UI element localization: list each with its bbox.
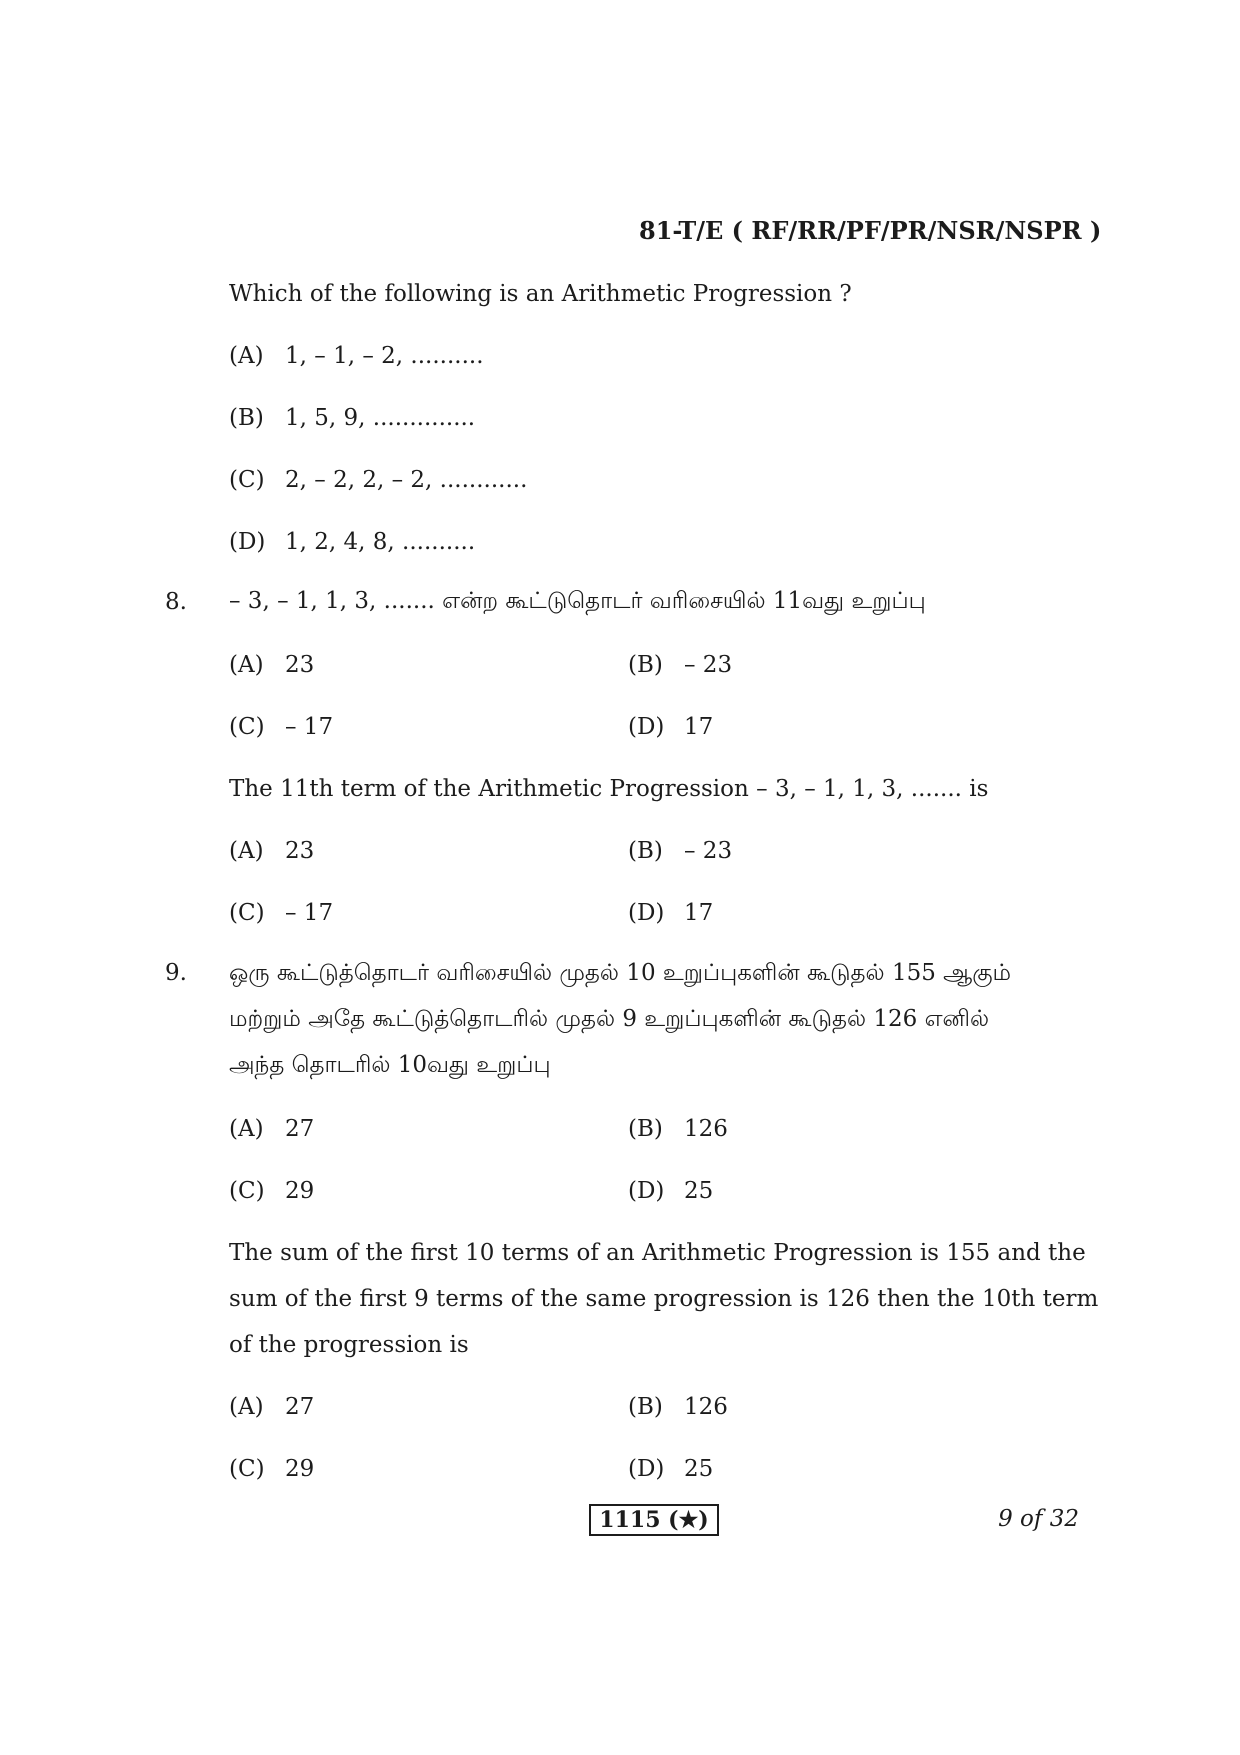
q7-option-d (229, 527, 475, 557)
option-label: (A) (229, 652, 264, 678)
option-value: 1, 5, 9, .............. (285, 405, 476, 431)
option-value: 29 (285, 1456, 315, 1482)
q9-tamil-line-3: அந்த தொடரில் 10வது உறுப்பு (229, 1052, 551, 1078)
q8-english-option-a (229, 836, 314, 866)
option-label: (B) (628, 838, 663, 864)
option-value: 23 (285, 652, 315, 678)
q8-english-text: The 11th term of the Arithmetic Progression – 3, – 1, 1, 3, ....... is (229, 776, 989, 802)
option-label: (D) (628, 1456, 665, 1482)
paper-code: 81-T/E ( RF/RR/PF/PR/NSR/NSPR ) (639, 216, 1102, 245)
option-value: 27 (285, 1394, 315, 1420)
q9-number: 9. (165, 960, 187, 986)
q7-english-text: Which of the following is an Arithmetic Progression ? (229, 281, 852, 307)
q8-tamil-option-c (229, 712, 333, 742)
q9-tamil-line-1: ஒரு கூட்டுத்தொடர் வரிசையில் முதல் 10 உறுப்புகளின் கூடுதல் 155 ஆகும் (229, 960, 1012, 986)
q8-tamil-option-a (229, 650, 314, 680)
option-value: – 23 (684, 838, 733, 864)
option-value: 25 (684, 1178, 714, 1204)
q9-tamil-option-a (229, 1114, 314, 1144)
q9-tamil-option-b (628, 1114, 728, 1144)
q9-tamil-line-2: மற்றும் அதே கூட்டுத்தொடரில் முதல் 9 உறுப்புகளின் கூடுதல் 126 எனில் (229, 1006, 990, 1032)
option-label: (C) (229, 1178, 265, 1204)
option-value: – 23 (684, 652, 733, 678)
q9-english-option-a (229, 1392, 314, 1422)
q8-tamil-text: – 3, – 1, 1, 3, ....... என்ற கூட்டுதொடர் வரிசையில் 11வது உறுப்பு (229, 588, 926, 614)
option-label: (D) (229, 529, 266, 555)
option-value: 17 (684, 714, 714, 740)
q9-tamil-option-d (628, 1176, 713, 1206)
option-label: (B) (628, 1394, 663, 1420)
option-label: (D) (628, 900, 665, 926)
booklet-code-box: 1115 (★) (589, 1504, 719, 1536)
q7-option-a (229, 341, 484, 371)
q9-english-line-3: of the progression is (229, 1332, 469, 1358)
option-label: (A) (229, 1394, 264, 1420)
option-value: 1, 2, 4, 8, .......... (285, 529, 476, 555)
q9-english-option-d (628, 1454, 713, 1484)
option-value: 1, – 1, – 2, .......... (285, 343, 484, 369)
option-value: 2, – 2, 2, – 2, ............ (285, 467, 528, 493)
page-number: 9 of 32 (998, 1506, 1079, 1532)
q8-english-option-c (229, 898, 333, 928)
q8-english-option-b (628, 836, 732, 866)
option-label: (D) (628, 1178, 665, 1204)
option-value: 25 (684, 1456, 714, 1482)
option-value: – 17 (285, 714, 334, 740)
option-label: (B) (628, 1116, 663, 1142)
option-value: 29 (285, 1178, 315, 1204)
q8-number: 8. (165, 589, 187, 615)
option-label: (D) (628, 714, 665, 740)
q9-english-line-1: The sum of the first 10 terms of an Arithmetic Progression is 155 and the (229, 1240, 1086, 1266)
option-value: 23 (285, 838, 315, 864)
option-label: (C) (229, 900, 265, 926)
q7-option-c (229, 465, 527, 495)
q8-tamil-option-d (628, 712, 713, 742)
q8-english-option-d (628, 898, 713, 928)
option-value: 27 (285, 1116, 315, 1142)
option-label: (C) (229, 467, 265, 493)
option-value: – 17 (285, 900, 334, 926)
option-value: 126 (684, 1394, 728, 1420)
option-label: (C) (229, 1456, 265, 1482)
option-value: 17 (684, 900, 714, 926)
q9-english-line-2: sum of the first 9 terms of the same progression is 126 then the 10th term (229, 1286, 1099, 1312)
option-label: (A) (229, 1116, 264, 1142)
option-value: 126 (684, 1116, 728, 1142)
option-label: (B) (229, 405, 264, 431)
q9-english-option-b (628, 1392, 728, 1422)
q7-option-b (229, 403, 475, 433)
option-label: (C) (229, 714, 265, 740)
q9-english-option-c (229, 1454, 314, 1484)
option-label: (B) (628, 652, 663, 678)
option-label: (A) (229, 343, 264, 369)
q8-tamil-option-b (628, 650, 732, 680)
q9-tamil-option-c (229, 1176, 314, 1206)
option-label: (A) (229, 838, 264, 864)
